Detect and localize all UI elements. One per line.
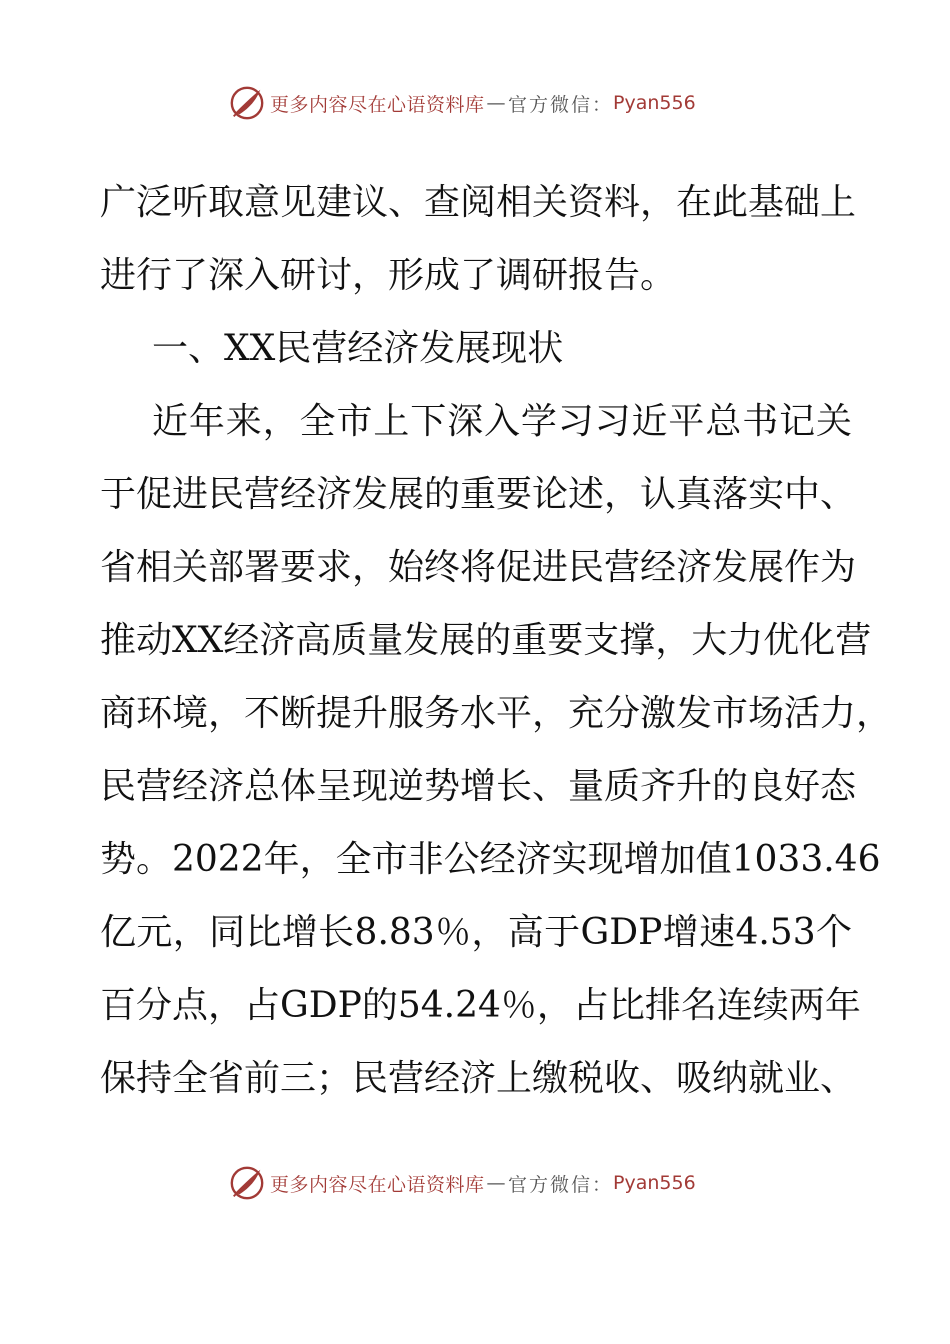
- footer-banner-wechat-id: Pyan556: [613, 1172, 696, 1194]
- section-heading: 一、XX民营经济发展现状: [152, 328, 564, 369]
- header-banner-dash: —: [486, 92, 507, 114]
- header-banner-label: 官方微信：: [508, 93, 614, 116]
- document-body: [100, 166, 893, 1115]
- body-line-6: 省相关部署要求，始终将促进民营经济发展作为: [100, 547, 857, 588]
- body-line-5: 于促进民营经济发展的重要论述，认真落实中、: [100, 474, 857, 515]
- quill-logo-icon: [228, 1164, 266, 1202]
- body-line-7: 推动XX经济高质量发展的重要支撑，大力优化营: [100, 620, 872, 661]
- body-line-4: 近年来，全市上下深入学习习近平总书记关: [152, 401, 852, 442]
- body-line-10: 势。2022年，全市非公经济实现增加值1033.46: [100, 839, 881, 880]
- quill-logo-icon: [228, 84, 266, 122]
- footer-banner-dash: —: [486, 1172, 507, 1194]
- body-line-13: 保持全省前三；民营经济上缴税收、吸纳就业、: [100, 1058, 857, 1099]
- header-watermark-banner: [228, 83, 696, 123]
- body-line-9: 民营经济总体呈现逆势增长、量质齐升的良好态: [100, 766, 857, 807]
- header-banner-text: 更多内容尽在心语资料库: [270, 93, 485, 116]
- footer-banner-text: 更多内容尽在心语资料库: [270, 1173, 485, 1196]
- body-line-12: 百分点，占GDP的54.24％，占比排名连续两年: [100, 985, 861, 1026]
- body-line-8: 商环境，不断提升服务水平，充分激发市场活力，: [100, 693, 893, 734]
- body-line-11: 亿元，同比增长8.83％，高于GDP增速4.53个: [100, 912, 852, 953]
- body-line-1: 广泛听取意见建议、查阅相关资料，在此基础上: [100, 182, 857, 223]
- header-banner-wechat-id: Pyan556: [613, 92, 696, 114]
- body-line-2: 进行了深入研讨，形成了调研报告。: [100, 255, 677, 296]
- footer-banner-label: 官方微信：: [508, 1173, 614, 1196]
- footer-watermark-banner: [228, 1163, 696, 1203]
